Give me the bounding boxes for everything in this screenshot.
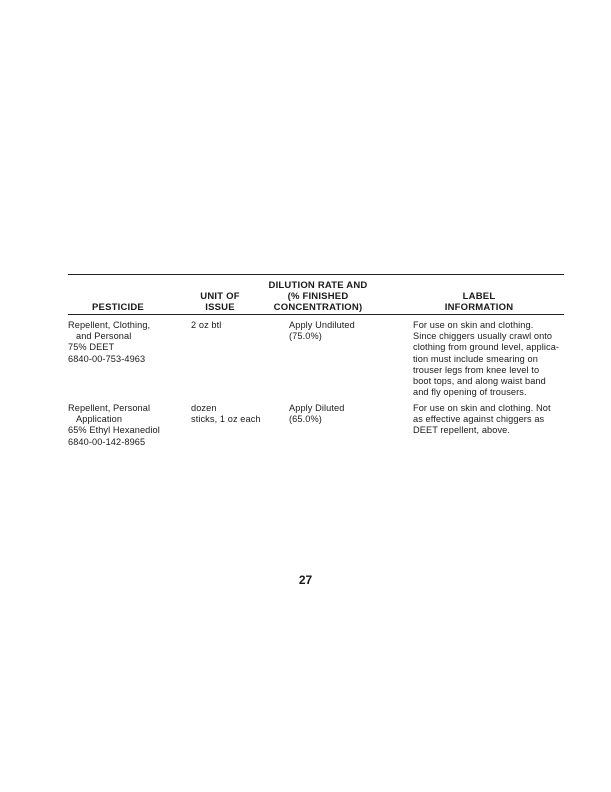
header-unit-of-issue (178, 291, 262, 313)
header-line: (% FINISHED (287, 291, 349, 302)
cell-line: trouser legs from knee level to (413, 364, 540, 375)
header-dilution-rate (262, 280, 374, 313)
cell-line: (75.0%) (289, 331, 322, 342)
cell-unit-of-issue (191, 320, 221, 331)
header-line: ISSUE (205, 302, 235, 313)
cell-line: Repellent, Personal (68, 403, 151, 413)
cell-line: DEET repellent, above. (413, 425, 511, 436)
cell-line: and Personal (76, 331, 132, 342)
cell-line: (65.0%) (289, 414, 322, 425)
cell-line: as effective against chiggers as (413, 414, 545, 425)
cell-pesticide (68, 403, 160, 448)
cell-line: 6840-00-142-8965 (68, 436, 146, 447)
cell-line: Apply Undiluted (289, 320, 355, 330)
cell-line: Repellent, Clothing, (68, 320, 151, 330)
header-line: LABEL (462, 291, 496, 302)
cell-label-information (413, 320, 559, 398)
cell-line: For use on skin and clothing. (413, 320, 534, 330)
header-line: PESTICIDE (92, 302, 144, 313)
cell-line: tion must include smearing on (413, 353, 538, 364)
cell-line: For use on skin and clothing. Not (413, 403, 551, 413)
cell-line: dozen (191, 403, 217, 413)
cell-line: clothing from ground level, applica- (413, 342, 560, 353)
page-number: 27 (298, 573, 313, 587)
cell-line: 75% DEET (68, 342, 115, 353)
cell-unit-of-issue (191, 403, 261, 425)
cell-line: Apply Diluted (289, 403, 345, 413)
header-label-information (424, 291, 534, 313)
header-line: DILUTION RATE AND (268, 280, 368, 291)
header-pesticide (68, 302, 168, 313)
cell-line: boot tops, and along waist band (413, 376, 546, 387)
cell-line: Since chiggers usually crawl onto (413, 331, 553, 342)
cell-pesticide (68, 320, 150, 365)
cell-dilution-rate (289, 403, 344, 425)
cell-line: and fly opening of trousers. (413, 387, 527, 398)
table-header-rule (68, 314, 564, 315)
cell-label-information (413, 403, 551, 437)
header-line: CONCENTRATION) (273, 302, 363, 313)
cell-line: 6840-00-753-4963 (68, 353, 146, 364)
cell-line: sticks, 1 oz each (191, 414, 261, 425)
header-line: UNIT OF (200, 291, 240, 302)
cell-line: 65% Ethyl Hexanediol (68, 425, 160, 436)
cell-line: Application (76, 414, 123, 425)
cell-line: 2 oz btl (191, 320, 222, 330)
cell-dilution-rate (289, 320, 355, 342)
table-top-rule (68, 274, 564, 275)
header-line: INFORMATION (444, 302, 514, 313)
